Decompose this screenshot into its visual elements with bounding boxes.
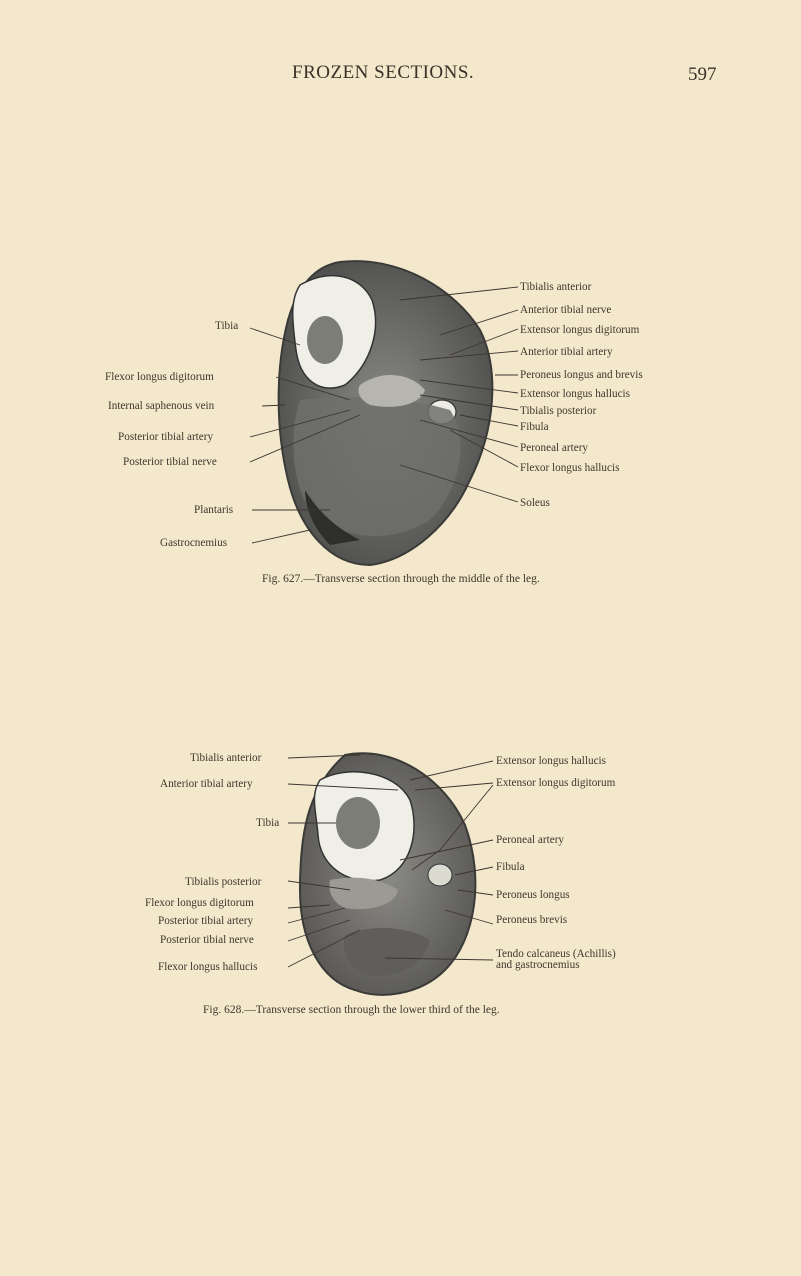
label-extensor-longus-digitorum-628: Extensor longus digitorum <box>496 777 616 789</box>
label-fibula-628: Fibula <box>496 861 525 873</box>
label-peroneus-longus: Peroneus longus <box>496 889 570 901</box>
label-anterior-tibial-artery-627: Anterior tibial artery <box>520 346 613 358</box>
label-flexor-longus-hallucis-628: Flexor longus hallucis <box>158 961 258 973</box>
running-title: FROZEN SECTIONS. <box>292 62 475 83</box>
label-and-gastrocnemius: and gastrocnemius <box>496 959 580 971</box>
figure-628-illustration <box>0 640 801 1240</box>
label-tibialis-posterior-627: Tibialis posterior <box>520 405 597 417</box>
label-tibialis-anterior-628: Tibialis anterior <box>190 752 262 764</box>
label-tendo-calcaneus: Tendo calcaneus (Achillis) <box>496 948 616 960</box>
label-tibia-627: Tibia <box>215 320 239 332</box>
label-posterior-tibial-artery-628: Posterior tibial artery <box>158 915 254 927</box>
page-number: 597 <box>688 64 717 85</box>
label-posterior-tibial-nerve-627: Posterior tibial nerve <box>123 456 217 468</box>
label-anterior-tibial-artery-628: Anterior tibial artery <box>160 778 253 790</box>
figure-627-illustration <box>0 0 801 600</box>
label-gastrocnemius: Gastrocnemius <box>160 537 228 549</box>
label-posterior-tibial-artery-627: Posterior tibial artery <box>118 431 214 443</box>
label-anterior-tibial-nerve: Anterior tibial nerve <box>520 304 612 316</box>
label-posterior-tibial-nerve-628: Posterior tibial nerve <box>160 934 254 946</box>
label-tibialis-anterior-627: Tibialis anterior <box>520 281 592 293</box>
label-tibialis-posterior-628: Tibialis posterior <box>185 876 262 888</box>
label-flexor-longus-digitorum-628: Flexor longus digitorum <box>145 897 254 909</box>
label-flexor-longus-digitorum-627: Flexor longus digitorum <box>105 371 214 383</box>
label-extensor-longus-digitorum-627: Extensor longus digitorum <box>520 324 640 336</box>
label-flexor-longus-hallucis-627: Flexor longus hallucis <box>520 462 620 474</box>
label-internal-saphenous-vein: Internal saphenous vein <box>108 400 215 412</box>
label-fibula-627: Fibula <box>520 421 549 433</box>
label-tibia-628: Tibia <box>256 817 280 829</box>
label-peroneus-brevis: Peroneus brevis <box>496 914 568 926</box>
label-plantaris: Plantaris <box>194 504 234 516</box>
label-peroneal-artery-627: Peroneal artery <box>520 442 589 454</box>
label-extensor-longus-hallucis-628: Extensor longus hallucis <box>496 755 606 767</box>
figure-628-caption: Fig. 628.—Transverse section through the lower third of the leg. <box>203 1004 500 1016</box>
leg-section-627 <box>279 261 493 565</box>
label-peroneus-longus-brevis: Peroneus longus and brevis <box>520 369 643 381</box>
figure-627-caption: Fig. 627.—Transverse section through the middle of the leg. <box>262 573 540 585</box>
label-extensor-longus-hallucis-627: Extensor longus hallucis <box>520 388 630 400</box>
label-peroneal-artery-628: Peroneal artery <box>496 834 565 846</box>
label-soleus: Soleus <box>520 497 550 509</box>
